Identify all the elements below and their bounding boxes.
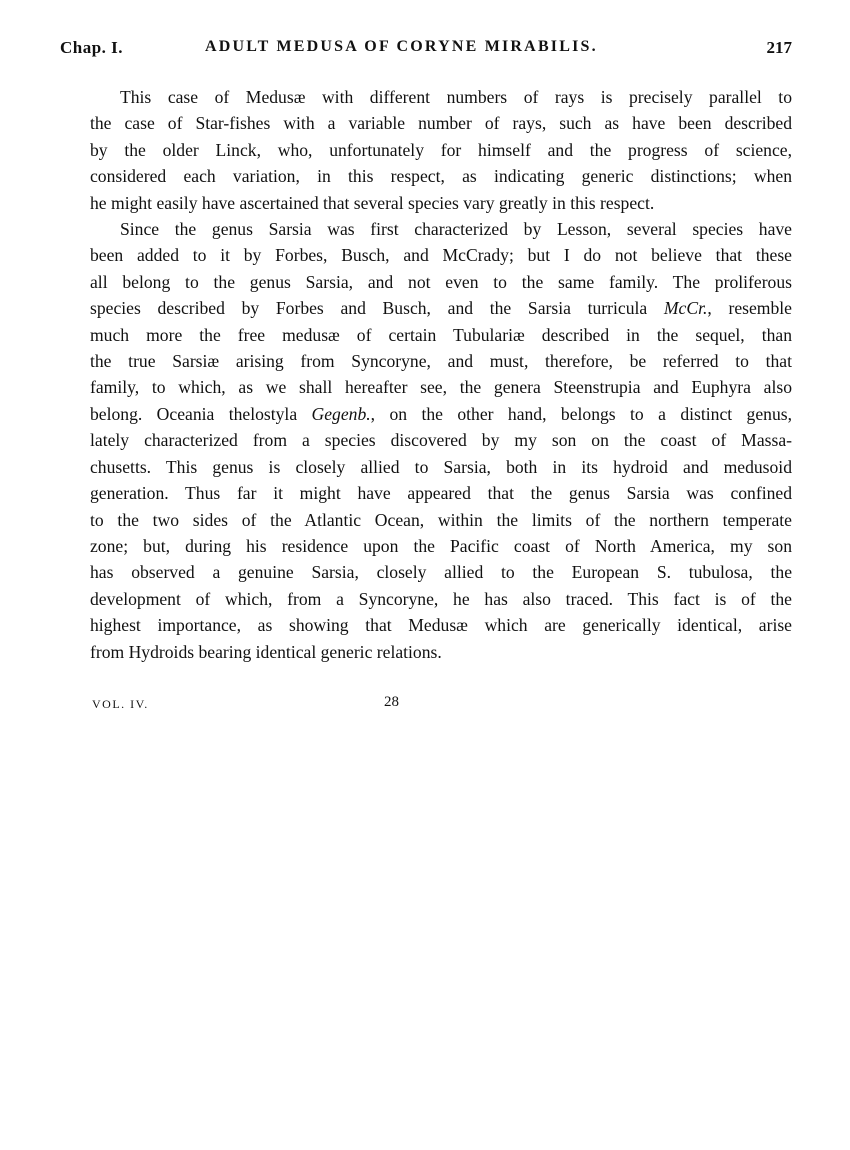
text-run: , on the other hand, belongs to a distinct genus, [370,403,792,424]
text-line: much more the free medusæ of certain Tubulariæ described in the sequel, than [90,324,792,345]
text-line: has observed a genuine Sarsia, closely allied to the European S. tubulosa, the [90,562,792,583]
text-run: species described by Forbes and Busch, and the Sarsia turricula [90,298,664,319]
text-line: zone; but, during his residence upon the Pacific coast of North America, my son [90,535,792,556]
signature-mark: 28 [384,694,399,710]
running-title: ADULT MEDUSA OF CORYNE MIRABILIS. [205,38,598,55]
text-line: he might easily have ascertained that several species vary greatly in this respect. [90,192,655,213]
text-line: development of which, from a Syncoryne, he has also traced. This fact is of the [90,588,792,609]
text-line: This case of Medusæ with different numbers of rays is precisely parallel to [120,87,792,107]
text-line: highest importance, as showing that Medusæ which are generically identical, arise [90,615,792,636]
body-text [60,84,792,665]
paragraph [60,216,792,665]
chapter-label: Chap. I. [60,38,124,57]
text-line: the true Sarsiæ arising from Syncoryne, and must, therefore, be referred to that [90,351,792,372]
paragraph [60,84,792,216]
text-line: by the older Linck, who, unfortunately for himself and the progress of science, [90,139,792,160]
text-line: all belong to the genus Sarsia, and not even to the same family. The proliferous [90,271,792,292]
text-line: to the two sides of the Atlantic Ocean, within the limits of the northern temperate [90,509,792,530]
text-line: considered each variation, in this respect, as indicating generic distinctions; when [90,166,792,187]
text-line: lately characterized from a species discovered by my son on the coast of Massa- [90,430,792,451]
text-line [60,295,792,321]
text-line: been added to it by Forbes, Busch, and McCrady; but I do not believe that these [90,245,792,266]
text-run: , resemble [707,298,792,319]
text-line: family, to which, as we shall hereafter see, the genera Steenstrupia and Euphyra also [90,377,792,398]
page-footer [92,694,592,721]
text-line: the case of Star-fishes with a variable number of rays, such as have been described [90,113,792,134]
authority-abbreviation: Gegenb. [311,403,371,424]
text-line: Since the genus Sarsia was first characterized by Lesson, several species have [120,219,792,240]
text-line [60,401,792,427]
running-head [60,38,792,66]
text-line: from Hydroids bearing identical generic relations. [90,641,442,662]
text-line: generation. Thus far it might have appeared that the genus Sarsia was confined [90,483,792,504]
volume-label: VOL. IV. [92,697,149,711]
text-run: belong. Oceania thelostyla [90,403,312,424]
text-line: chusetts. This genus is closely allied to Sarsia, both in its hydroid and medusoid [90,456,792,477]
authority-abbreviation: McCr. [663,298,708,319]
page-number: 217 [766,38,792,57]
